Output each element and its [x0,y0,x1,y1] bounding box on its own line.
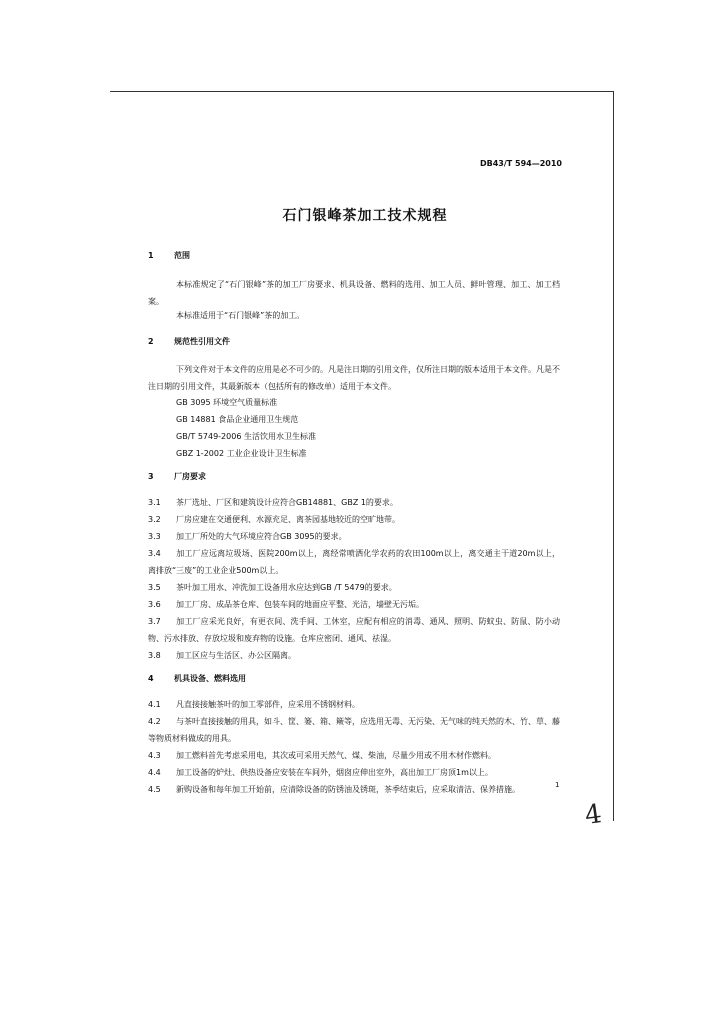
right-border-line [613,91,614,821]
clause-text: 加工厂应采光良好，有更衣间、洗手间、工休室，应配有相应的消毒、通风、照明、防蚊虫、防鼠、防小动物、污水排放、存放垃圾和废弃物的设施。仓库应密闭、通风、祛湿。 [148,617,560,643]
clause-text: 加工厂所处的大气环境应符合GB 3095的要求。 [176,532,347,541]
clause-text: 茶叶加工用水、冲洗加工设备用水应达到GB /T 5479的要求。 [176,583,397,592]
section-2-heading [148,336,230,347]
section-number: 4 [148,674,154,683]
reference-item: GBZ 1-2002 工业企业设计卫生标准 [176,449,307,458]
clause-item [148,528,560,545]
section-2-paragraph: 下列文件对于本文件的应用是必不可少的。凡是注日期的引用文件，仅所注日期的版本适用于本文件。凡是不注日期的引用文件，其最新版本（包括所有的修改单）适用于本文件。 [148,365,560,391]
section-4-heading [148,673,246,684]
clause-number: 3.3 [148,532,161,541]
clause-item [148,613,560,647]
clause-item [148,781,548,798]
clause-number: 3.2 [148,515,161,524]
clause-number: 4.1 [148,700,161,709]
reference-item: GB/T 5749-2006 生活饮用水卫生标准 [176,432,316,441]
clause-item [148,747,560,764]
section-title: 规范性引用文件 [174,337,230,346]
clause-number: 3.6 [148,600,161,609]
clause-item [148,511,560,528]
section-number: 1 [148,251,154,260]
section-title: 范围 [174,251,190,260]
clause-text: 新购设备和每年加工开始前，应清除设备的防锈油及锈斑，茶季结束后，应采取清洁、保养措施。 [176,785,520,794]
clause-number: 3.1 [148,498,161,507]
section-number: 2 [148,337,154,346]
handwritten-mark: 4 [582,798,604,832]
clause-text: 加工燃料首先考虑采用电，其次或可采用天然气、煤、柴油，尽量少用或不用木材作燃料。 [176,751,496,760]
clause-item [148,596,560,613]
clause-text: 茶厂选址、厂区和建筑设计应符合GB14881、GBZ 1的要求。 [176,498,398,507]
clause-text: 加工设备的炉灶、供热设备应安装在车间外，烟囱应伸出室外，高出加工厂房顶1m以上。 [176,768,493,777]
clause-number: 4.2 [148,717,161,726]
section-number: 3 [148,472,154,481]
clause-item [148,764,560,781]
reference-item: GB 3095 环境空气质量标准 [176,398,278,407]
standard-code: DB43/T 594—2010 [480,159,562,168]
section-1-paragraph: 本标准规定了“石门银峰”茶的加工厂房要求、机具设备、燃料的选用、加工人员、鲜叶管理、加工、加工档案。 [148,280,560,306]
clause-item [148,579,560,596]
page-number: 1 [555,781,560,789]
document-title: 石门银峰茶加工技术规程 [282,208,448,224]
clause-item [148,647,560,664]
clause-number: 3.4 [148,549,161,558]
clause-text: 与茶叶直接接触的用具，如斗、筐、篓、箱、簸等，应选用无毒、无污染、无气味的纯天然的木、竹、草、藤等物质材料做成的用具。 [148,717,560,743]
clause-item [148,696,560,713]
section-1-heading [148,250,190,261]
clause-number: 3.5 [148,583,161,592]
section-3-heading [148,471,206,482]
clause-item [148,545,560,579]
reference-item: GB 14881 食品企业通用卫生规范 [176,415,299,424]
clause-number: 4.5 [148,785,161,794]
top-border-line [110,91,614,92]
clause-text: 加工厂应远离垃圾场、医院200m以上，离经常喷洒化学农药的农田100m以上，离交通主干道20m以上，离排放“三废”的工业企业500m以上。 [148,549,560,575]
clause-item [148,713,560,747]
section-1-paragraph: 本标准适用于“石门银峰”茶的加工。 [176,311,305,320]
clause-number: 4.4 [148,768,161,777]
clause-text: 凡直接接触茶叶的加工零部件，应采用不锈钢材料。 [176,700,360,709]
section-title: 机具设备、燃料选用 [174,674,246,683]
clause-number: 3.8 [148,651,161,660]
clause-item [148,494,560,511]
clause-number: 3.7 [148,617,161,626]
clause-text: 加工区应与生活区、办公区隔离。 [176,651,296,660]
clause-number: 4.3 [148,751,161,760]
section-title: 厂房要求 [174,472,206,481]
clause-text: 厂房应建在交通便利、水源充足、离茶园基地较近的空旷地带。 [176,515,400,524]
clause-text: 加工厂房、成品茶仓库、包装车间的地面应平整、光洁，墙壁无污垢。 [176,600,424,609]
